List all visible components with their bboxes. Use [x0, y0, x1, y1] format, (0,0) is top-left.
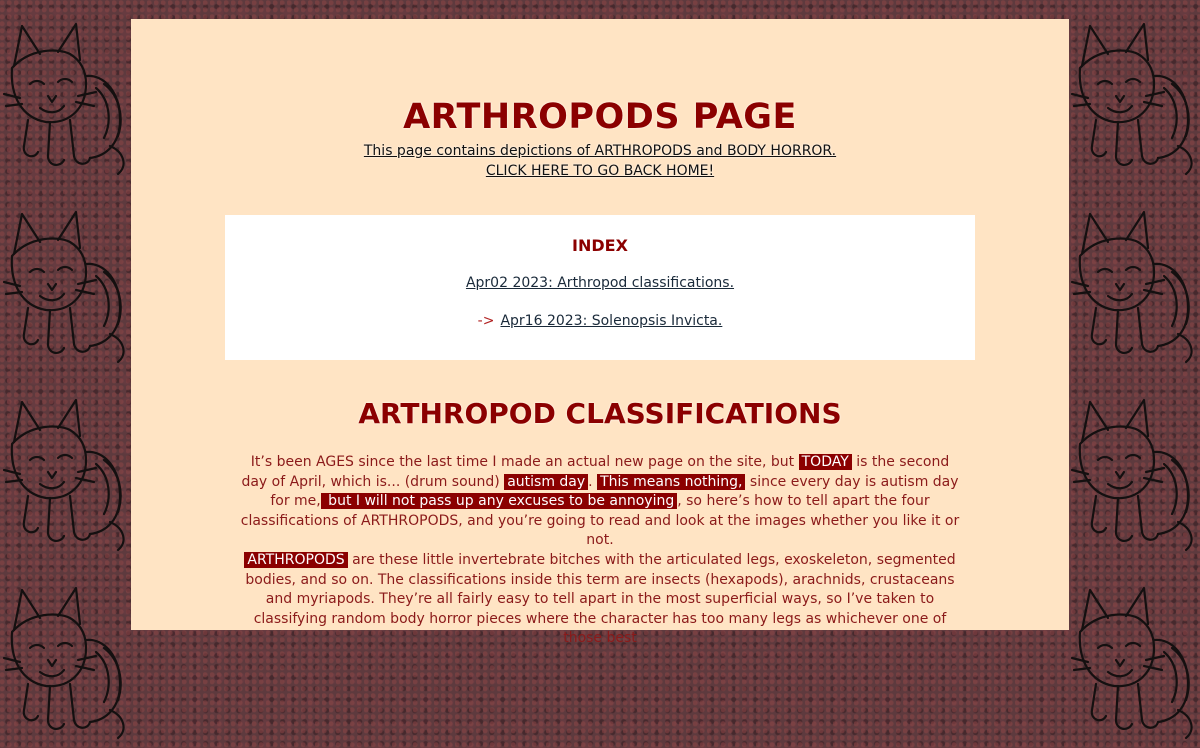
cat-sketch-background-tile — [0, 0, 132, 184]
cat-sketch-background-tile — [1068, 0, 1200, 184]
index-entry — [225, 313, 975, 329]
home-link[interactable]: CLICK HERE TO GO BACK HOME! — [485, 163, 715, 179]
cat-sketch-background-tile — [0, 184, 132, 372]
index-entry — [225, 275, 975, 291]
arthropods-paragraph — [239, 551, 961, 649]
index-link-solenopsis-invicta[interactable]: Apr16 2023: Solenopsis Invicta. — [500, 313, 723, 329]
content-warning-link[interactable]: This page contains depictions of ARTHROPODS and BODY HORROR. — [363, 143, 837, 159]
content-panel — [131, 19, 1069, 646]
highlight: This means nothing, — [597, 474, 745, 490]
section-title: ARTHROPOD CLASSIFICATIONS — [358, 397, 842, 430]
background-pattern-left — [0, 0, 132, 630]
current-entry-arrow: -> — [477, 313, 495, 329]
cat-sketch-background-tile — [1068, 184, 1200, 372]
cat-sketch-background-tile — [0, 560, 132, 748]
highlight: but I will not pass up any excuses to be annoying — [321, 493, 678, 509]
highlight: autism day — [504, 474, 588, 490]
highlight: TODAY — [799, 454, 852, 470]
paragraph-text: , so here’s how to tell apart the four classifications of ARTHROPODS, and you’re going to read and look at the images whether you like it or not. — [240, 493, 960, 548]
paragraph-text: are these little invertebrate bitches with the articulated legs, exoskeleton, segmented bodies, and so on. The classifications inside this term are insects (hexapods), arachnids, crustaceans and myriapods. They’re all fairly easy to tell apart in the most superficial ways, so I’ve taken to classifying random body horror pieces where the character has too many legs as whichever one of those best — [245, 552, 956, 646]
page-title: ARTHROPODS PAGE — [403, 97, 797, 137]
index-link-arthropod-classifications[interactable]: Apr02 2023: Arthropod classifications. — [465, 275, 735, 291]
paragraph-text: . — [588, 473, 598, 490]
highlight: ARTHROPODS — [244, 552, 347, 568]
cat-sketch-background-tile — [1068, 372, 1200, 560]
paragraph-text: It’s been AGES since the last time I made an actual new page on the site, but — [250, 454, 799, 470]
index-title: INDEX — [572, 236, 628, 255]
intro-paragraph — [239, 453, 961, 551]
background-pattern-right — [1068, 0, 1200, 630]
cat-sketch-background-tile — [1068, 560, 1200, 748]
paragraph-text: since every day is autism day for me, — [270, 473, 959, 509]
paragraph-text: is the second day of April, which is... (drum sound) — [241, 454, 950, 490]
index-box — [225, 215, 975, 360]
cat-sketch-background-tile — [0, 372, 132, 560]
